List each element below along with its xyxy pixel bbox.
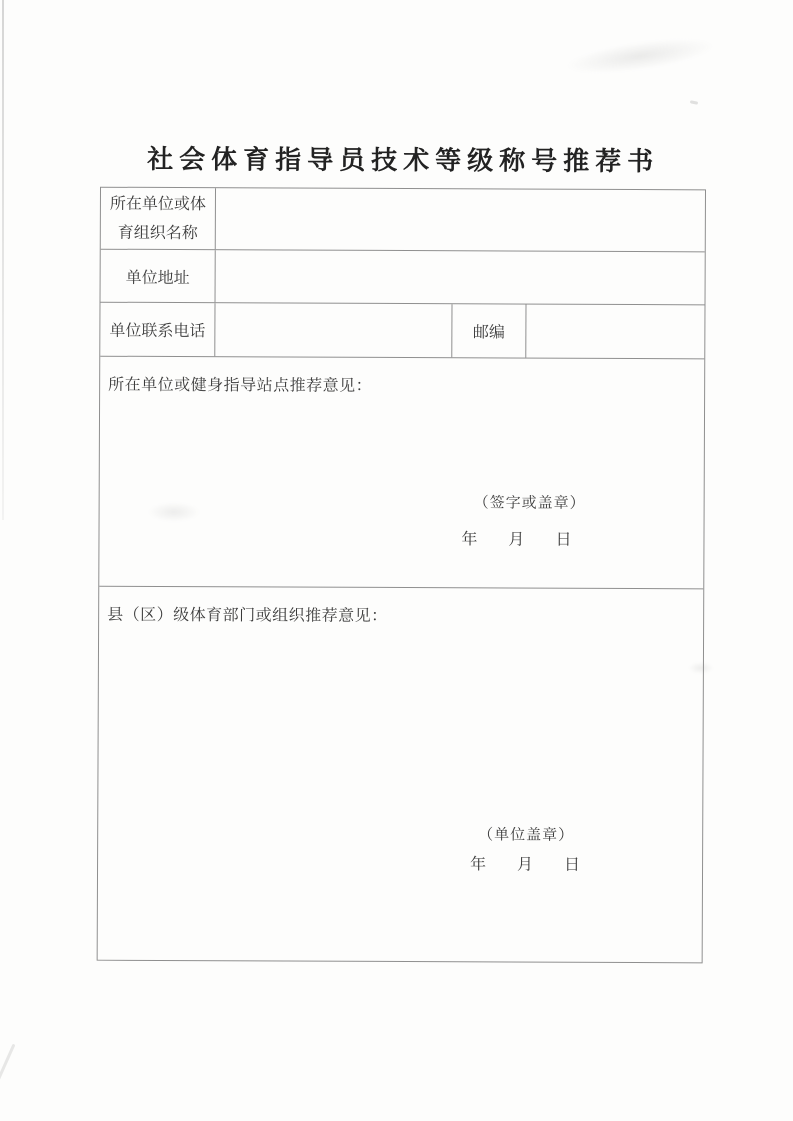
date-line: [470, 851, 580, 874]
station-opinion-section: [99, 357, 704, 590]
postal-code-value-cell: [526, 305, 704, 359]
form-title: 社会体育指导员技术等级称号推荐书: [147, 144, 660, 177]
year-label: 年: [461, 531, 478, 549]
unit-seal-hint: （单位盖章）: [478, 827, 575, 844]
station-opinion-label: 所在单位或健身指导站点推荐意见：: [108, 376, 373, 395]
signature-or-seal-hint: （签字或盖章）: [473, 495, 586, 512]
address-value-cell: [216, 250, 705, 304]
org-name-label-line1: 所在单位或体: [109, 195, 206, 213]
org-name-label-line2: 育组织名称: [117, 224, 198, 242]
phone-label: 单位联系电话: [100, 303, 215, 357]
phone-postal-row: [100, 303, 704, 360]
month-label: 月: [508, 531, 525, 549]
org-name-row: [101, 188, 705, 253]
recommendation-form-table: [97, 187, 706, 964]
address-label: 单位地址: [101, 250, 216, 303]
county-opinion-label: 县（区）级体育部门或组织推荐意见：: [107, 606, 388, 625]
phone-value-cell: [215, 303, 452, 357]
date-line: [461, 526, 571, 549]
day-label: 日: [564, 856, 581, 874]
month-label: 月: [516, 856, 534, 874]
address-row: [101, 250, 705, 306]
county-opinion-section: [98, 587, 704, 963]
org-name-value-cell: [216, 188, 705, 251]
org-name-label: [101, 188, 216, 250]
day-label: 日: [555, 531, 572, 549]
year-label: 年: [469, 856, 487, 874]
postal-code-label: 邮编: [452, 304, 526, 357]
